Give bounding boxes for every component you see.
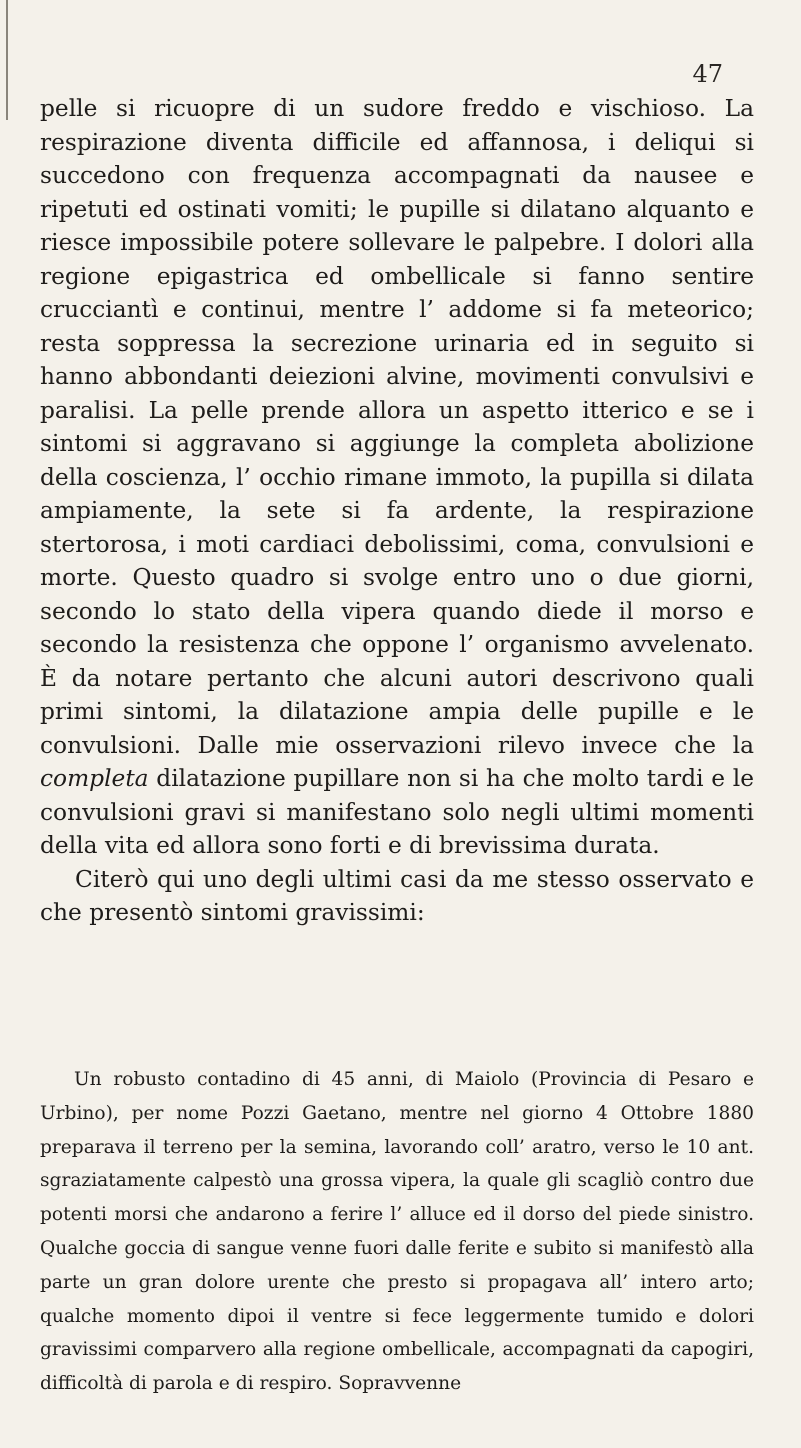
case-report-text: Un robusto contadino di 45 anni, di Maiolo (Provincia di Pesaro e Urbino), per nome Pozzi Gaetano, mentre nel giorno 4 Ottobre 1880 preparava il terreno per la semina, lavorando coll’ aratro, verso le 10 ant. sgraziatamente calpestò una grossa vipera, la quale gli scagliò contro due potenti morsi che andarono a ferire l’ alluce ed il dorso del piede sinistro. Qualche goccia di sangue venne fuori dalle ferite e subito si manifestò alla parte un gran dolore urente che presto si propagava all’ intero arto; qualche momento dipoi il ventre si fece leggermente tumido e dolori gravissimi comparvero alla regione ombellicale, accompagnati da capogiri, difficoltà di parola e di respiro. Sopravvenne bbox=[40, 1069, 754, 1395]
paragraph-2: Citerò qui uno degli ultimi casi da me stesso osservato e che presentò sintomi gravissimi: bbox=[40, 865, 754, 926]
paragraph-1 bbox=[40, 92, 754, 863]
case-report bbox=[40, 1063, 754, 1401]
page-edge-line bbox=[0, 0, 8, 120]
emphasis-word: completa bbox=[40, 765, 149, 792]
paragraph-1-text: pelle si ricuopre di un sudore freddo e vischioso. La respirazione diventa difficile ed affannosa, i deliqui si succedono con frequenza accompagnati da nausee e ripetuti ed ostinati vomiti; le pupille si dilatano alquanto e riesce impossibile potere sollevare le palpebre. I dolori alla regione epigastrica ed ombellicale si fanno sentire crucciantì e continui, mentre l’ addome si fa meteorico; resta soppressa la secrezione urinaria ed in seguito si hanno abbondanti deiezioni alvine, movimenti convulsivi e paralisi. La pelle prende allora un aspetto itterico e se i sintomi si aggravano si aggiunge la completa abolizione della coscienza, l’ occhio rimane immoto, la pupilla si dilata ampiamente, la sete si fa ardente, la respirazione stertorosa, i moti cardiaci debolissimi, coma, convulsioni e morte. Questo quadro si svolge entro uno o due giorni, secondo lo stato della vipera quando diede il morso e secondo la resistenza che oppone l’ organismo avvelenato. È da notare pertanto che alcuni autori descrivono quali primi sintomi, la dilatazione ampia delle pupille e le convulsioni. Dalle mie osservazioni rilevo invece che la bbox=[40, 95, 754, 759]
page-number: 47 bbox=[692, 60, 723, 88]
main-text bbox=[40, 92, 754, 930]
paragraph-1-end: dilatazione pupillare non si ha che molto tardi e le convulsioni gravi si manifestano solo negli ultimi momenti della vita ed allora sono forti e di brevissima durata. bbox=[40, 765, 754, 859]
